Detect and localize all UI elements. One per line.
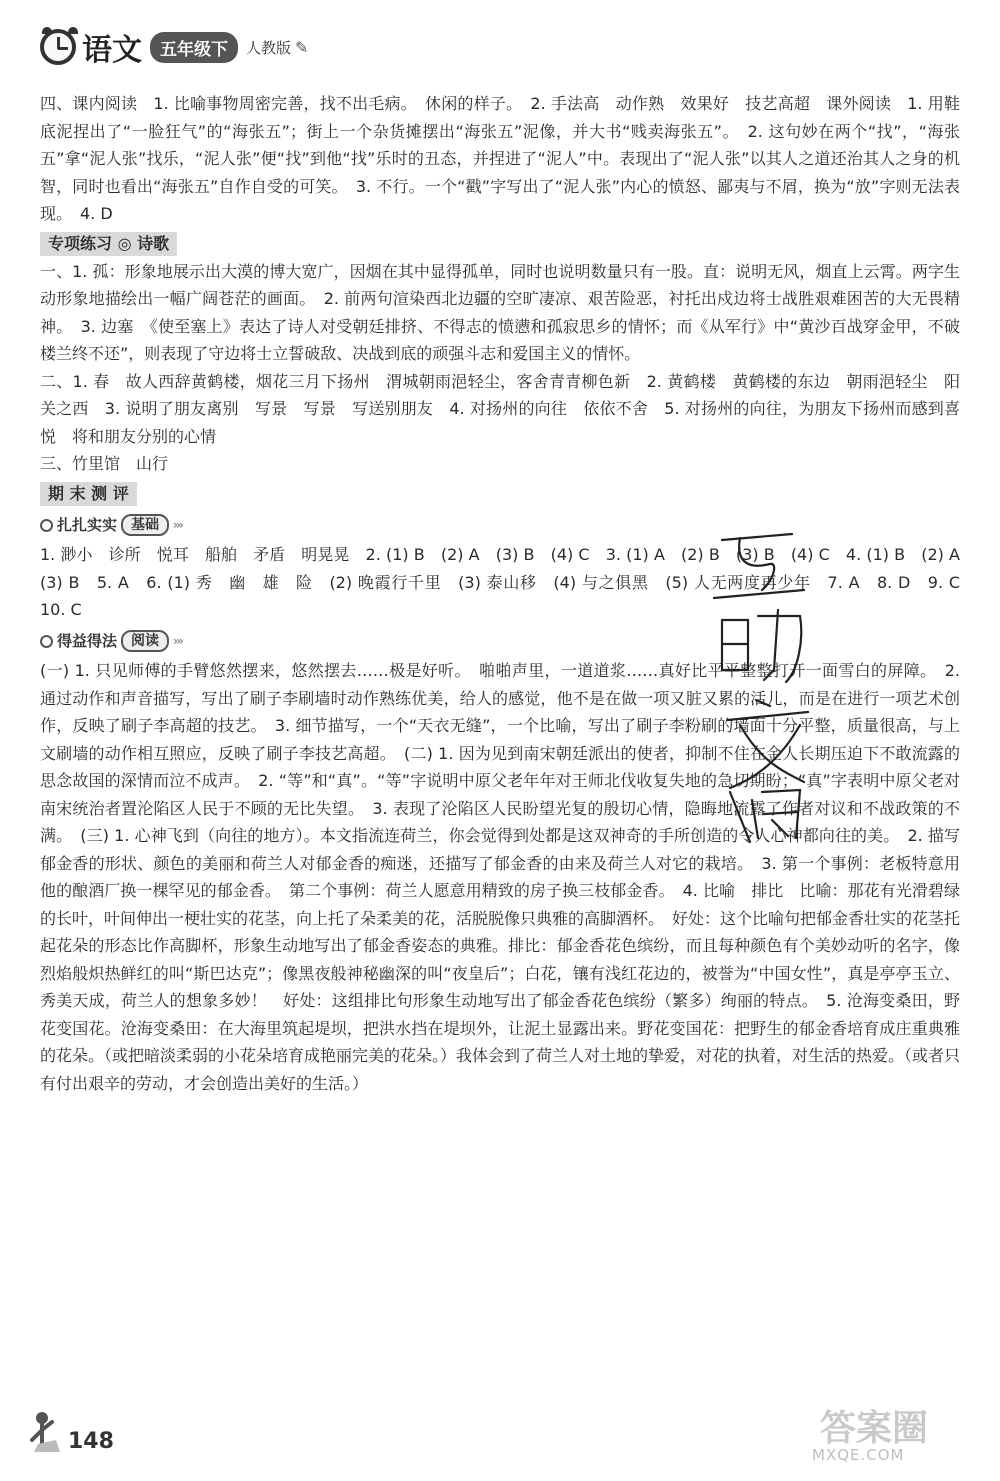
circle-bullet-icon xyxy=(40,635,53,648)
chevrons-icon: ››› xyxy=(173,517,182,532)
subsection-pill: 基础 xyxy=(121,514,169,536)
answer-paragraph: (一) 1. 只见师傅的手臂悠然摆来，悠然摆去……极是好听。 啪啪声里，一道道浆……真好比平平整整打开一面雪白的屏障。 2. 通过动作和声音描写，写出了刷子李刷墙时动作熟练优美，给人的感觉，他不是在做一项又脏又累的活儿，而是在进行一项艺术创作，反映了刷子李高超的技艺。 3. 细节描写，一个“天衣无缝”，一个比喻，写出了刷子李粉刷的墙面十分平整，质量很高，与上文刷墙的动作相互照应，反映了刷子李技艺高超。 (二) 1. 因为见到南宋朝廷派出的使者，抑制不住在金人长期压迫下不敢流露的思念故国的深情而泣不成声。 2. “等”和“真”。“等”字说明中原父老年年对王师北伐收复失地的急切期盼；“真”字表明中原父老对南宋统治者置沦陷区人民于不顾的无比失望。 3. 表现了沦陷区人民盼望光复的殷切心情，隐晦地流露了作者对议和不战政策的不满。 (三) 1. 心神飞到（向往的地方）。本文指流连荷兰，你会觉得到处都是这双神奇的手所创造的令人心神都向往的美。 2. 描写郁金香的形状、颜色的美丽和荷兰人对郁金香的痴迷，还描写了郁金香的由来及荷兰人对它的栽培。 3. 第一个事例：老板特意用他的酿酒厂换一棵罕见的郁金香。 第二个事例：荷兰人愿意用精致的房子换三枝郁金香。 4. 比喻 排比 比喻：那花有光滑碧绿的长叶，叶间伸出一梗壮实的花茎，向上托了朵柔美的花，活脱脱像只典雅的高脚酒杯。 好处：这个比喻句把郁金香壮实的花茎托起花朵的形态比作高脚杯，形象生动地写出了郁金香姿态的典雅。排比：郁金香花色缤纷，而且每种颜色有个美妙动听的名字，像烈焰般炽热鲜红的叫“斯巴达克”；像黑夜般神秘幽深的叫“夜皇后”；白花，镶有浅红花边的，被誉为“中国女性”，真是亭亭玉立、秀美天成，荷兰人的想象多妙！ 好处：这组排比句形象生动地写出了郁金香花色缤纷（繁多）绚丽的特点。 5. 沧海变桑田，野花变国花。沧海变桑田：在大海里筑起堤坝，把洪水挡在堤坝外，让泥土显露出来。野花变国花：把野生的郁金香培育成庄重典雅的花朵。（或把暗淡柔弱的小花朵培育成艳丽完美的花朵。）我体会到了荷兰人对土地的挚爱，对花的执着，对生活的热爱。（或者只有付出艰辛的劳动，才会创造出美好的生活。） xyxy=(40,661,961,1093)
watermark-url: MXQE.COM xyxy=(812,1446,905,1464)
section-heading: 专项练习 ◎ 诗歌 xyxy=(40,232,177,256)
answer-paragraph: 1. 渺小 诊所 悦耳 船舶 矛盾 明晃晃 2. (1) B (2) A (3) B (4) C 3. (1) A (2) B (3) B (4) C 4. (1) B (2) A (3) B 5. A 6. (1) 秀 幽 雄 险 (2) 晚霞行千里 (3) 泰山移 (4) 与之俱黑 (5) 人无两度再少年 7. A 8. D 9. C 10. C xyxy=(40,545,977,619)
edition-label: 人教版 xyxy=(246,38,292,57)
answer-paragraph: 一、1. 孤：形象地展示出大漠的博大宽广，因烟在其中显得孤单，同时也说明数量只有一股。直：说明无风，烟直上云霄。两字生动形象地描绘出一幅广阔苍茫的画面。 2. 前两句渲染西北边疆的空旷凄凉、艰苦险恶，衬托出戍边将士战胜艰难困苦的大无畏精神。 3. 边塞 《使至塞上》表达了诗人对受朝廷排挤、不得志的愤懑和孤寂思乡的情怀；而《从军行》中“黄沙百战穿金甲，不破楼兰终不还”，则表现了守边将士立誓破敌、决战到底的顽强斗志和爱国主义的情怀。 xyxy=(40,261,960,363)
section-heading: 期 末 测 评 xyxy=(40,482,137,506)
grade-badge: 五年级下 xyxy=(150,32,238,63)
subsection-pill: 阅读 xyxy=(121,630,169,652)
watermark-logo: 答案圈 xyxy=(820,1407,929,1449)
pen-icon: ✎ xyxy=(295,37,309,57)
answer-paragraph: 三、竹里馆 山行 xyxy=(40,454,169,473)
handwriting-stamp xyxy=(700,520,830,850)
subsection-label: 扎扎实实 xyxy=(57,515,118,534)
chevrons-icon: ››› xyxy=(173,633,182,648)
alarm-clock-icon xyxy=(40,29,76,65)
answer-paragraph: 二、1. 春 故人西辞黄鹤楼，烟花三月下扬州 渭城朝雨浥轻尘，客舍青青柳色新 2. 黄鹤楼 黄鹤楼的东边 朝雨浥轻尘 阳关之西 3. 说明了朋友离别 写景 写景 写送别朋友 4. 对扬州的向往 依依不舍 5. 对扬州的向往，为朋友下扬州而感到喜悦 将和朋友分别的心情 xyxy=(40,371,960,446)
answer-paragraph: 四、课内阅读 1. 比喻事物周密完善，找不出毛病。 休闲的样子。 2. 手法高 动作熟 效果好 技艺高超 课外阅读 1. 用鞋底泥捏出了“一脸狂气”的“海张五”；街上一个杂货摊摆出“海张五”泥像，并大书“贱卖海张五”。 2. 这句妙在两个“找”，“海张五”拿“泥人张”找乐，“泥人张”便“找”到他“找”乐时的丑态，并捏进了“泥人”中。表现出了“泥人张”以其人之道还治其人之身的机智，同时也看出“海张五”自作自受的可笑。 3. 不行。一个“戳”字写出了“泥人张”内心的愤怒、鄙夷与不屑，换为“放”字则无法表现。 4. D xyxy=(40,94,960,223)
page-footer xyxy=(30,1410,114,1454)
circle-bullet-icon xyxy=(40,519,53,532)
reading-figure-icon xyxy=(30,1410,64,1454)
page-number: 148 xyxy=(68,1429,114,1454)
subject-title: 语文 xyxy=(82,33,142,68)
page-header xyxy=(40,24,308,70)
subsection-label: 得益得法 xyxy=(57,631,118,650)
